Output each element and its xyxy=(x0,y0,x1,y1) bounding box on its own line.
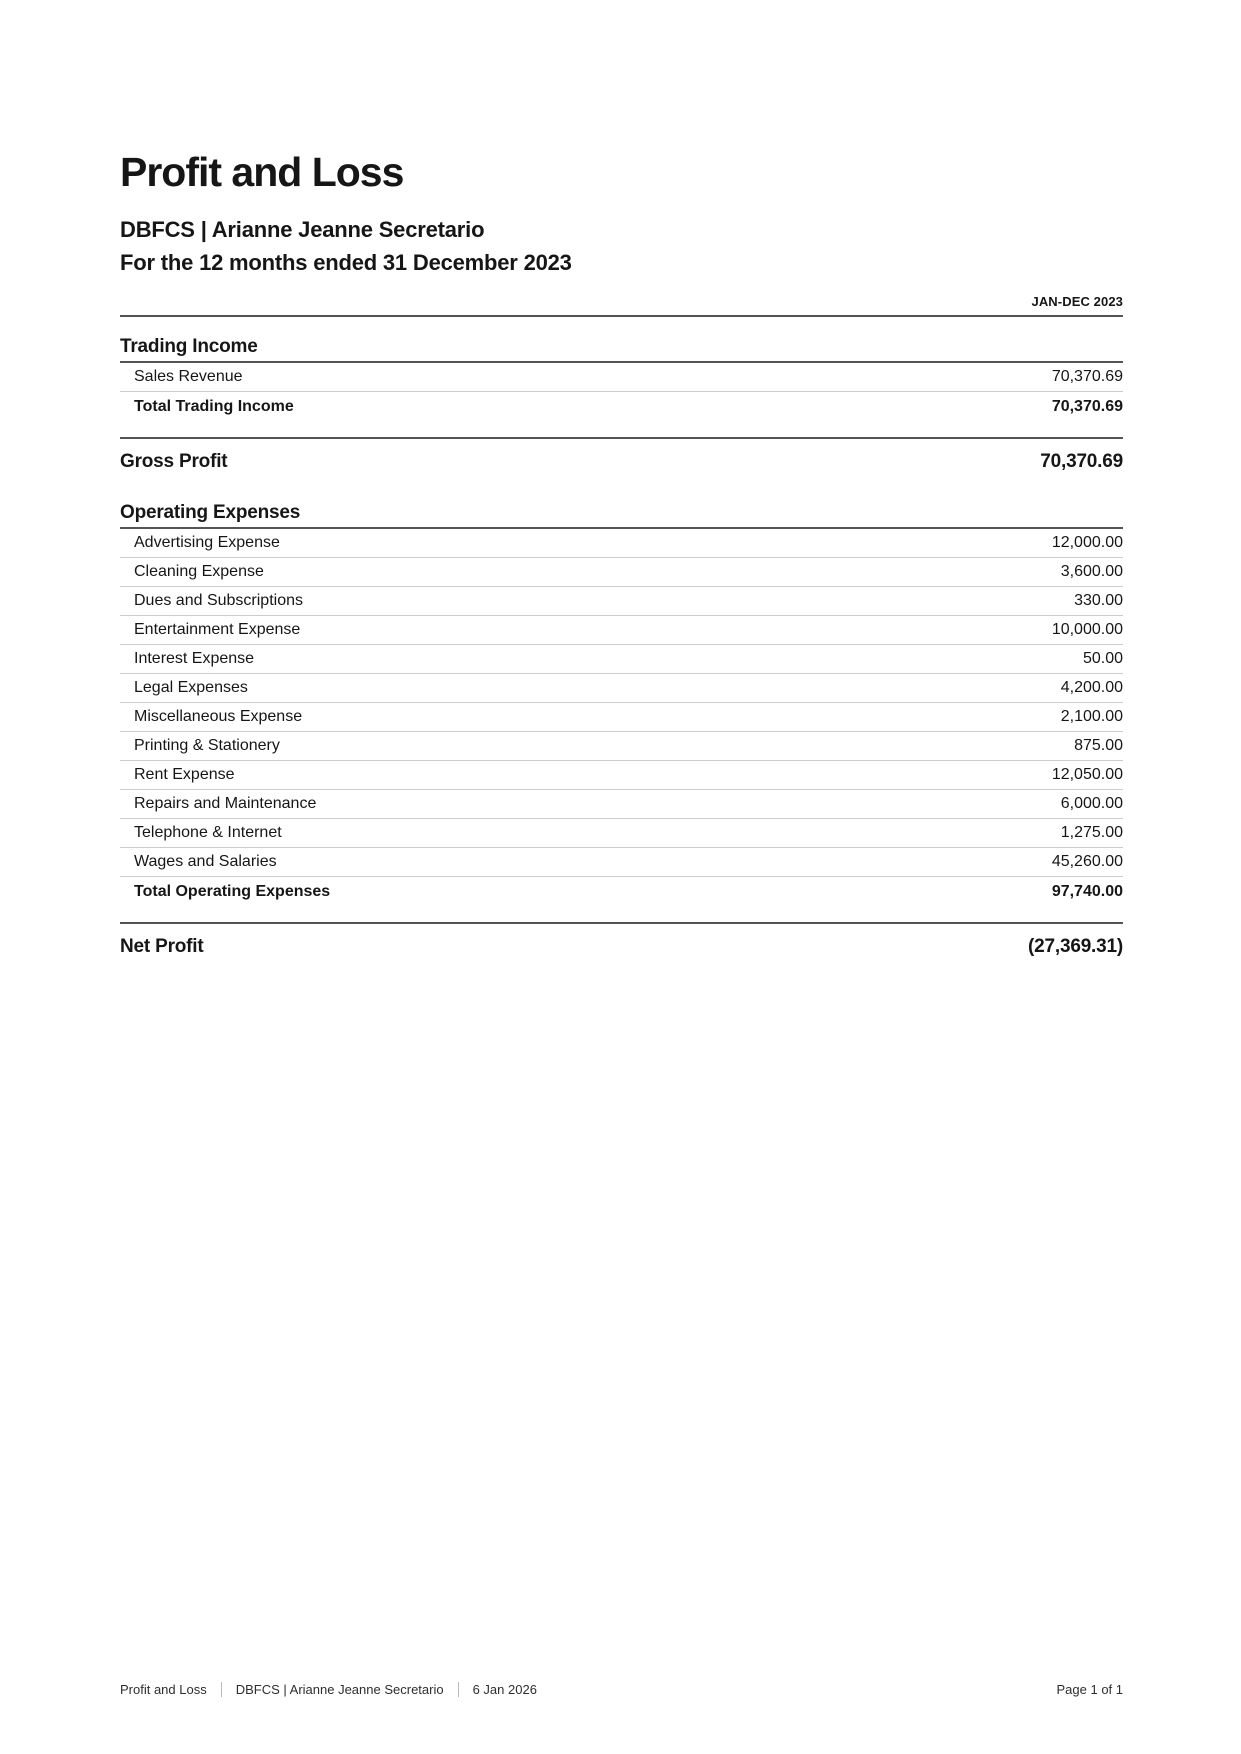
account-value: 1,275.00 xyxy=(1060,824,1123,841)
account-row xyxy=(120,587,1123,616)
summary-label: Gross Profit xyxy=(120,451,228,472)
section-trading-income xyxy=(120,336,1123,421)
account-value: 10,000.00 xyxy=(1051,621,1123,638)
account-row xyxy=(120,674,1123,703)
account-label: Entertainment Expense xyxy=(134,621,301,638)
account-value: 97,740.00 xyxy=(1051,882,1123,900)
account-value: 875.00 xyxy=(1074,737,1123,754)
footer-report-name: Profit and Loss xyxy=(120,1682,207,1697)
account-value: 45,260.00 xyxy=(1051,853,1123,870)
account-label: Total Trading Income xyxy=(134,397,294,415)
report-title: Profit and Loss xyxy=(120,149,404,195)
account-label: Dues and Subscriptions xyxy=(134,592,303,609)
footer-separator xyxy=(221,1682,222,1697)
account-label: Telephone & Internet xyxy=(134,824,282,841)
account-row xyxy=(120,558,1123,587)
account-row xyxy=(120,848,1123,877)
report-period: For the 12 months ended 31 December 2023 xyxy=(120,250,572,275)
account-row xyxy=(120,732,1123,761)
account-row xyxy=(120,645,1123,674)
section-heading: Trading Income xyxy=(120,336,1123,363)
account-label: Advertising Expense xyxy=(134,534,280,551)
account-value: 2,100.00 xyxy=(1060,708,1123,725)
account-value: 4,200.00 xyxy=(1060,679,1123,696)
account-label: Sales Revenue xyxy=(134,368,243,385)
account-row xyxy=(120,529,1123,558)
account-label: Legal Expenses xyxy=(134,679,248,696)
account-value: 3,600.00 xyxy=(1060,563,1123,580)
account-label: Cleaning Expense xyxy=(134,563,264,580)
report-subtitle xyxy=(120,213,1123,279)
summary-label: Net Profit xyxy=(120,936,204,957)
period-column-header: JAN-DEC 2023 xyxy=(120,294,1123,317)
account-value: 70,370.69 xyxy=(1051,368,1123,385)
footer-page-number: Page 1 of 1 xyxy=(1056,1682,1123,1697)
summary-value: (27,369.31) xyxy=(1028,936,1123,957)
account-row xyxy=(120,790,1123,819)
account-value: 330.00 xyxy=(1074,592,1123,609)
account-label: Interest Expense xyxy=(134,650,255,667)
summary-row-gross-profit xyxy=(120,437,1123,483)
page-footer xyxy=(120,1682,1123,1697)
account-label: Printing & Stationery xyxy=(134,737,280,754)
account-label: Wages and Salaries xyxy=(134,853,277,870)
section-heading: Operating Expenses xyxy=(120,502,1123,529)
account-value: 6,000.00 xyxy=(1060,795,1123,812)
report-body xyxy=(120,336,1123,968)
account-row xyxy=(120,819,1123,848)
summary-row-net-profit xyxy=(120,922,1123,968)
account-value: 12,050.00 xyxy=(1051,766,1123,783)
account-row xyxy=(120,703,1123,732)
footer-organisation: DBFCS | Arianne Jeanne Secretario xyxy=(235,1682,444,1697)
account-value: 50.00 xyxy=(1082,650,1123,667)
account-row xyxy=(120,363,1123,392)
account-label: Rent Expense xyxy=(134,766,235,783)
footer-date: 6 Jan 2026 xyxy=(472,1682,537,1697)
account-row xyxy=(120,392,1123,421)
account-label: Miscellaneous Expense xyxy=(134,708,303,725)
account-row xyxy=(120,877,1123,906)
summary-value: 70,370.69 xyxy=(1040,451,1123,472)
account-row xyxy=(120,761,1123,790)
section-operating-expenses xyxy=(120,502,1123,906)
account-value: 70,370.69 xyxy=(1051,397,1123,415)
account-label: Total Operating Expenses xyxy=(134,882,331,900)
account-label: Repairs and Maintenance xyxy=(134,795,317,812)
account-row xyxy=(120,616,1123,645)
account-value: 12,000.00 xyxy=(1051,534,1123,551)
footer-separator xyxy=(458,1682,459,1697)
organisation-name: DBFCS | Arianne Jeanne Secretario xyxy=(120,217,485,242)
footer-left xyxy=(120,1682,537,1697)
